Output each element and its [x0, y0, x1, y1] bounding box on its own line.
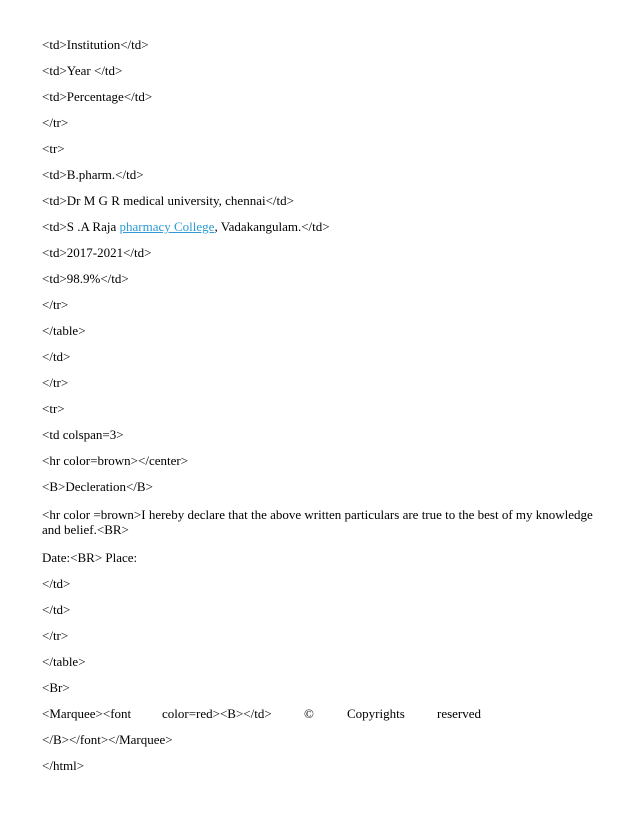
- text-line: <td>Institution</td>: [42, 37, 149, 52]
- text-line: <td>Year </td>: [42, 63, 123, 78]
- text-line: </tr>: [42, 628, 69, 643]
- pharmacy-college-link[interactable]: pharmacy College: [119, 219, 215, 234]
- declaration-text: <hr color =brown>I hereby declare that the above written particulars are true to the best of my knowledge and belief.<BR>: [42, 507, 593, 537]
- text-line: </tr>: [42, 115, 69, 130]
- college-line: [42, 219, 602, 234]
- text-line: Date:<BR> Place:: [42, 550, 138, 565]
- text-line: </td>: [42, 349, 71, 364]
- college-text-before: <td>S .A Raja: [42, 219, 120, 234]
- text-line: </td>: [42, 602, 71, 617]
- text-line: <B>Decleration</B>: [42, 479, 153, 494]
- copyright-symbol: ©: [304, 706, 314, 721]
- text-line: </html>: [42, 758, 85, 773]
- text-line: <td>B.pharm.</td>: [42, 167, 144, 182]
- text-line: <td>Dr M G R medical university, chennai</td>: [42, 193, 294, 208]
- text-line: <hr color=brown></center>: [42, 453, 189, 468]
- text-line: </tr>: [42, 297, 69, 312]
- text-line: </table>: [42, 323, 86, 338]
- text-line: <td>2017-2021</td>: [42, 245, 152, 260]
- marquee-token: Copyrights: [347, 706, 405, 721]
- marquee-token: color=red><B></td>: [162, 706, 272, 721]
- text-line: </table>: [42, 654, 86, 669]
- marquee-line: [42, 706, 602, 721]
- text-line: <td colspan=3>: [42, 427, 124, 442]
- text-line: <Br>: [42, 680, 70, 695]
- marquee-token: reserved: [437, 706, 482, 721]
- text-line: <tr>: [42, 401, 65, 416]
- text-line: </tr>: [42, 375, 69, 390]
- text-line: </td>: [42, 576, 71, 591]
- college-text-after: , Vadakangulam.</td>: [214, 219, 330, 234]
- text-line: </B></font></Marquee>: [42, 732, 173, 747]
- text-line: <td>Percentage</td>: [42, 89, 153, 104]
- text-line: <tr>: [42, 141, 65, 156]
- text-line: <td>98.9%</td>: [42, 271, 129, 286]
- marquee-token: <Marquee><font: [42, 706, 132, 721]
